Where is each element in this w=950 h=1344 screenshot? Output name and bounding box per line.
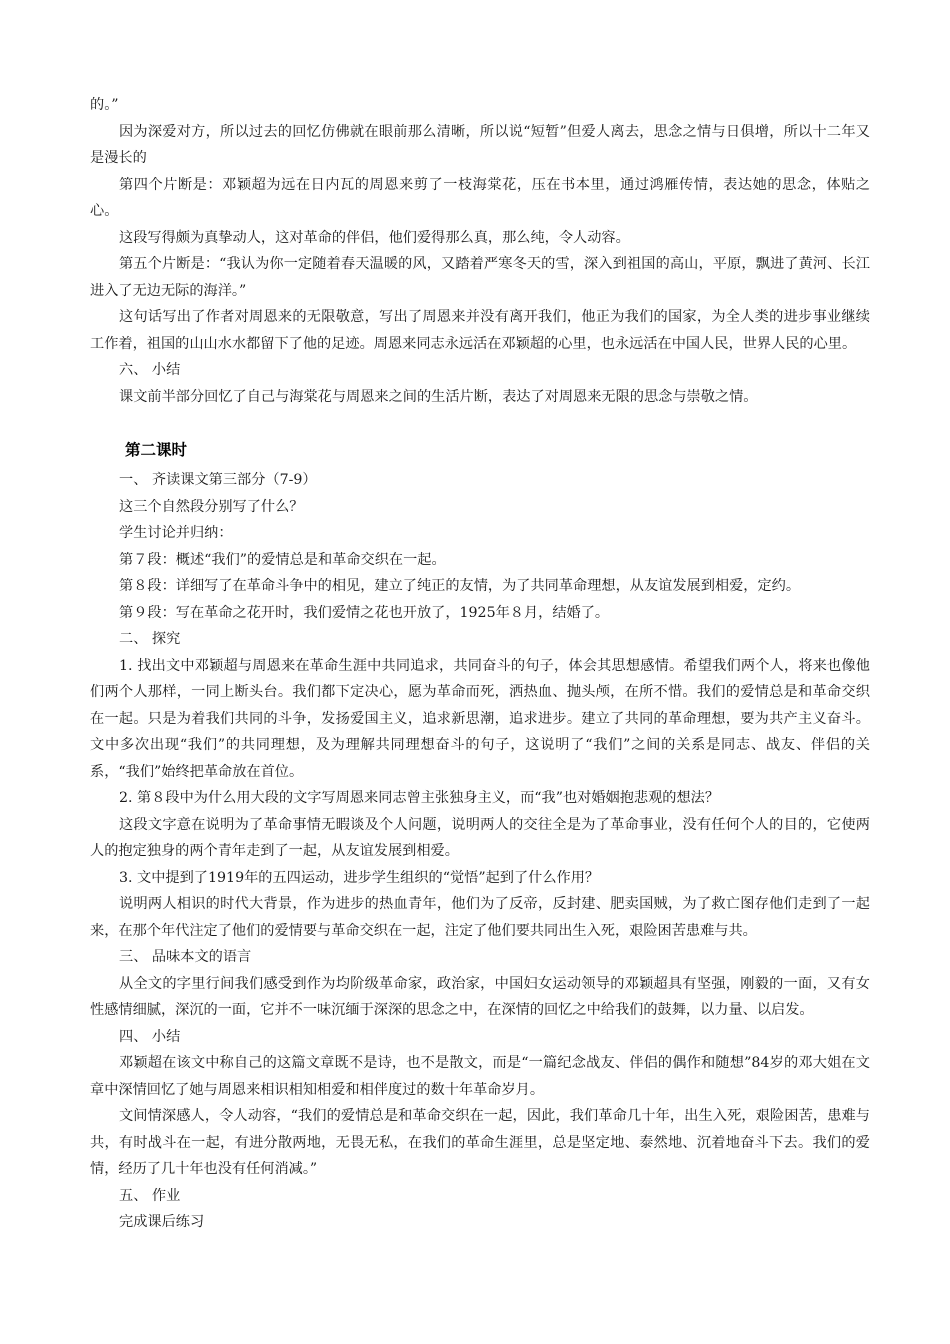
paragraph: 完成课后练习 [119, 1214, 205, 1230]
paragraph: 第７段：概述“我们”的爱情总是和革命交织在一起。 [119, 551, 446, 568]
paragraph: 这段写得颇为真挚动人，这对革命的伴侣，他们爱得那么真，那么纯，令人动容。 [119, 229, 630, 246]
continuation-line: 的。” [90, 97, 119, 113]
paragraph: 第四个片断是：邓颖超为远在日内瓦的周恩来剪了一枝海棠花，压在书本里，通过鸿雁传情，表达她的思念，体贴之心。 [90, 176, 870, 219]
paragraph: 1. 找出文中邓颖超与周恩来在革命生涯中共同追求，共同奋斗的句子，体会其思想感情。希望我们两个人，将来也像他们两个人那样，一同上断头台。我们都下定决心，愿为革命而死，洒热血、抛头颅，在所不惜。我们的爱情总是和革命交织在一起。只是为着我们共同的斗争，发扬爱国主义，追求新思潮，追求进步。建立了共同的革命理想，要为共产主义奋斗。文中多次出现“我们”的共同理想，及为理解共同理想奋斗的句子，这说明了“我们”之间的关系是同志、战友、伴侣的关系，“我们”始终把革命放在首位。 [90, 657, 870, 780]
paragraph: 邓颖超在该文中称自己的这篇文章既不是诗，也不是散文，而是“一篇纪念战友、伴侣的偶作和随想”84岁的邓大姐在文章中深情回忆了她与周恩来相识相知相爱和相伴度过的数十年革命岁月。 [90, 1055, 870, 1098]
document-page [90, 92, 870, 1236]
section-heading: 四、 小结 [119, 1028, 181, 1045]
paragraph: 文间情深感人，令人动容，“我们的爱情总是和革命交织在一起，因此，我们革命几十年，出生入死，艰险困苦，患难与共，有时战斗在一起，有进分散两地，无畏无私，在我们的革命生涯里，总是坚定地、泰然地、沉着地奋斗下去。我们的爱情，经历了几十年也没有任何消减。” [90, 1108, 870, 1177]
paragraph: 学生讨论并归纳： [119, 525, 233, 541]
spacer [90, 410, 870, 435]
paragraph: 这句话写出了作者对周恩来的无限敬意，写出了周恩来并没有离开我们，他正为我们的国家，为全人类的进步事业继续工作着，祖国的山山水水都留下了他的足迹。周恩来同志永远活在邓颖超的心里，也永远活在中国人民，世界人民的心里。 [90, 309, 870, 352]
section-heading: 一、 齐读课文第三部分（7-9） [119, 472, 317, 488]
paragraph: 课文前半部分回忆了自己与海棠花与周恩来之间的生活片断，表达了对周恩来无限的思念与崇敬之情。 [119, 388, 758, 405]
section-heading: 六、 小结 [119, 362, 181, 378]
paragraph: 第８段：详细写了在革命斗争中的相见，建立了纯正的友情，为了共同革命理想，从友谊发展到相爱，定约。 [119, 578, 801, 594]
section-heading: 三、 品味本文的语言 [119, 949, 252, 965]
paragraph: 说明两人相识的时代大背景，作为进步的热血青年，他们为了反帝，反封建、肥卖国贼，为了救亡图存他们走到了一起来，在那个年代注定了他们的爱情要与革命交织在一起，注定了他们要共同出生入死，艰险困苦患难与共。 [90, 896, 870, 939]
paragraph: 2. 第８段中为什么用大段的文字写周恩来同志曾主张独身主义，而“我”也对婚姻抱悲观的想法？ [119, 790, 720, 806]
paragraph: 第９段：写在革命之花开时，我们爱情之花也开放了，1925年８月，结婚了。 [119, 604, 610, 621]
paragraph: 这段文字意在说明为了革命事情无暇谈及个人问题，说明两人的交往全是为了革命事业，没有任何个人的目的，它使两人的抱定独身的两个青年走到了一起，从友谊发展到相爱。 [90, 816, 870, 859]
lesson-title: 第二课时 [125, 441, 188, 459]
paragraph: 从全文的字里行间我们感受到作为均阶级革命家，政治家，中国妇女运动领导的邓颖超具有坚强，刚毅的一面，又有女性感情细腻，深沉的一面，它并不一味沉缅于深深的思念之中，在深情的回忆之中给我们的鼓舞，以力量、以启发。 [90, 975, 870, 1018]
paragraph: 因为深爱对方，所以过去的回忆仿佛就在眼前那么清晰，所以说“短暂”但爱人离去，思念之情与日俱增，所以十二年又是漫长的 [90, 123, 870, 166]
section-heading: 五、 作业 [119, 1187, 181, 1204]
section-heading: 二、 探究 [119, 631, 181, 647]
paragraph: 第五个片断是：“我认为你一定随着春天温暖的风，又踏着严寒冬天的雪，深入到祖国的高山，平原，飘进了黄河、长江进入了无边无际的海洋。” [90, 256, 870, 299]
paragraph: 3. 文中提到了1919年的五四运动，进步学生组织的“觉悟”起到了什么作用？ [119, 869, 600, 886]
paragraph: 这三个自然段分别写了什么？ [119, 498, 304, 515]
